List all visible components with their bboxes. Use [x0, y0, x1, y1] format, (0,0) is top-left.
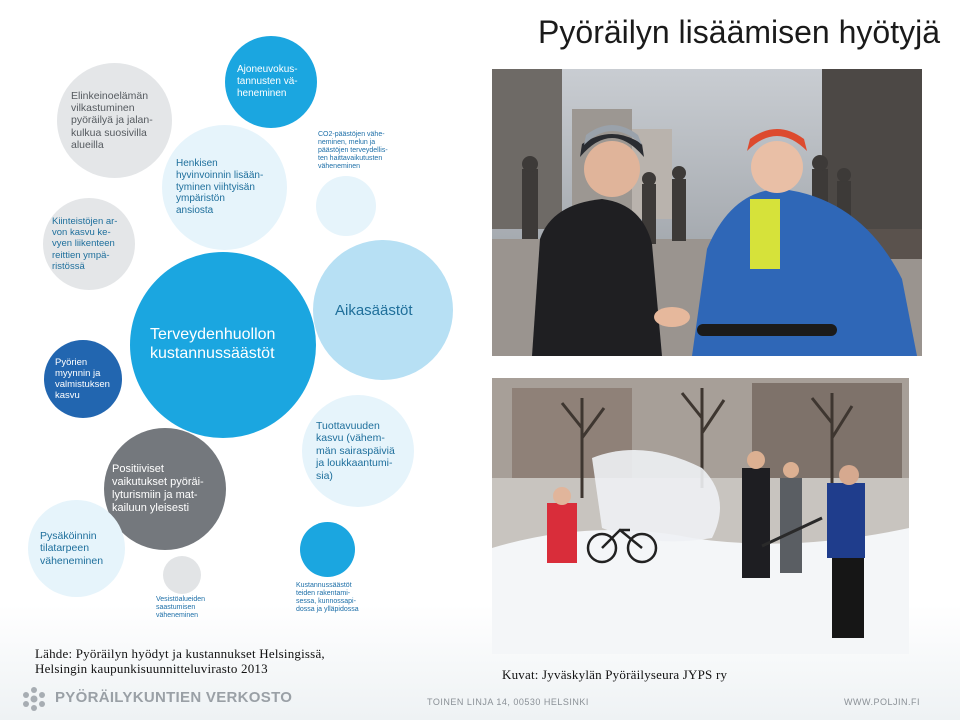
text-kustannus: Kustannussäästöt teiden rakentami- sessa, kunnossapi- dossa ja ylläpidossa	[296, 582, 359, 614]
text-co2: CO2-päästöjen vähe- neminen, melun ja päästöjen terveydellis- ten haittavaikutusten väheneminen	[318, 131, 388, 171]
photo-credit: Kuvat: Jyväskylän Pyöräilyseura JYPS ry	[502, 667, 728, 682]
bubble-pyorien: Pyörien myynnin ja valmistuksen kasvu	[44, 340, 122, 418]
photo-snow-clearing	[492, 378, 909, 654]
bubble-aika: Aikasäästöt	[313, 240, 453, 380]
bubble-kiinteistot: Kiinteistöjen ar- von kasvu ke- vyen liikenteen reittien ympä- ristössä	[43, 198, 135, 290]
bubble-kustannus	[300, 522, 355, 577]
photo-cyclists-handshake	[492, 69, 922, 356]
slide-title: Pyöräilyn lisäämisen hyötyjä	[538, 14, 940, 50]
footer-brand: PYÖRÄILYKUNTIEN VERKOSTO	[55, 689, 293, 706]
bubble-co2	[316, 176, 376, 236]
source-line-2: Helsingin kaupunkisuunnitteluvirasto 2013	[35, 661, 268, 676]
bubble-elinkeino: Elinkeinoelämän vilkastuminen pyöräilyä ja jalan- kulkua suosivilla alueilla	[57, 63, 172, 178]
footer-website: WWW.POLJIN.FI	[844, 697, 920, 707]
bubble-tuottavuus: Tuottavuuden kasvu (vähem- män sairaspäiviä ja loukkaantumi- sia)	[302, 395, 414, 507]
bubble-vesisto	[163, 556, 201, 594]
source-line-1: Lähde: Pyöräilyn hyödyt ja kustannukset Helsingissä,	[35, 646, 325, 661]
bubble-henkinen: Henkisen hyvinvoinnin lisään- tyminen viihtyisän ympäristön ansiosta	[162, 125, 287, 250]
network-logo-icon	[20, 686, 48, 712]
bubble-positiiviset: Positiiviset vaikutukset pyöräi- lyturismiin ja mat- kailuun yleisesti	[104, 428, 226, 550]
bubble-ajoneuvo: Ajoneuvokus- tannusten vä- heneminen	[225, 36, 317, 128]
text-vesisto: Vesistöalueiden saastumisen väheneminen	[156, 596, 206, 620]
bubble-terveys: Terveydenhuollon kustannussäästöt	[130, 252, 316, 438]
bubble-pysakointi: Pysäköinnin tilatarpeen väheneminen	[28, 500, 125, 597]
footer-address: TOINEN LINJA 14, 00530 HELSINKI	[427, 697, 589, 707]
